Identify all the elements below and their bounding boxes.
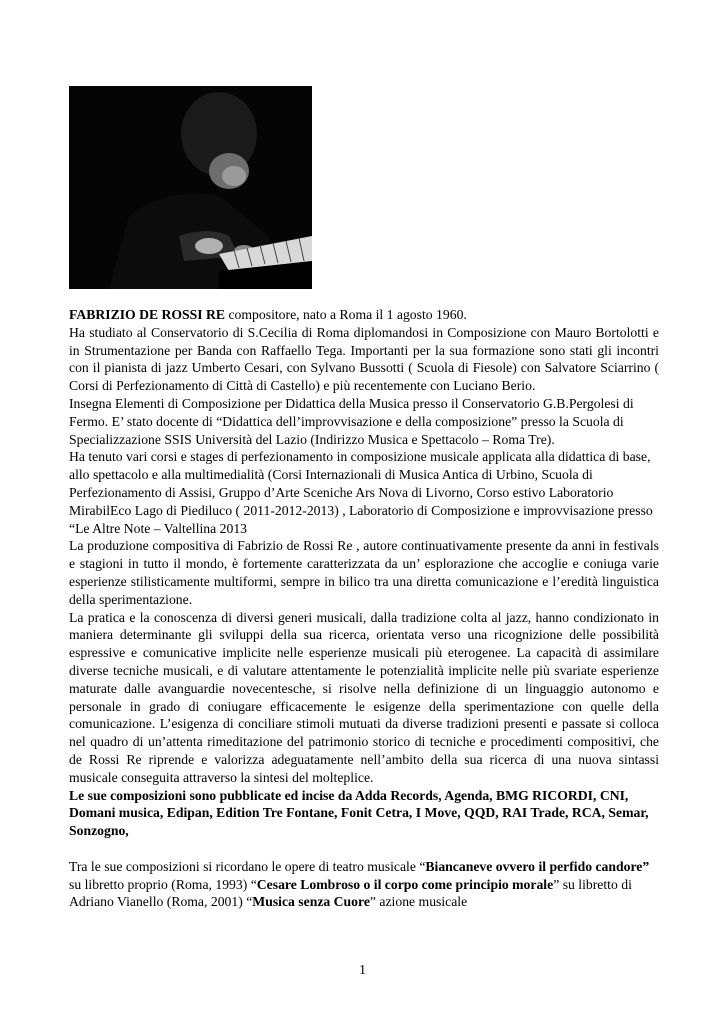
studies-paragraph: Ha studiato al Conservatorio di S.Cecilia di Roma diplomandosi in Composizione con Mauro Bortolotti e in Strumentazione per Banda con Raffaello Tega. Importanti per la sua formazione sono stati gli incontri con il pianista di jazz Umberto Cesari, con Sylvano Bussotti ( Scuola di Fiesole) con Salvatore Sciarrino ( Corsi di Perfezionamento di Città di Castello) e più recentemente con Luciano Berio. <box>69 324 659 394</box>
courses-paragraph: Ha tenuto vari corsi e stages di perfezionamento in composizione musicale applicata alla didattica di base, allo spettacolo e alla multimedialità (Corsi Internazionali di Musica Antica di Urbino, Scuola di Perfezionamento di Assisi, Gruppo d’Arte Sceniche Ars Nova di Livorno, Corso estivo Laboratorio MirabilEco Lago di Piediluco ( 2011-2012-2013) , Laboratorio di Composizione e improvvisazione presso “Le Altre Note – Valtellina 2013 <box>69 449 653 536</box>
intro-paragraph <box>69 306 659 324</box>
biography-text <box>69 306 659 911</box>
intro-text: compositore, nato a Roma il 1 agosto 1960. <box>225 307 467 322</box>
practice-paragraph: La pratica e la conoscenza di diversi generi musicali, dalla tradizione colta al jazz, hanno condizionato in maniera determinante gli sviluppi della sua ricerca, orientata verso una ricognizione delle possibilità espressive e comunicative implicite nelle esperienze musicali più eterogenee. La capacità di assimilare diverse tecniche musicali, e di valutare attentamente le potenzialità implicite nelle più svariate esperienze maturate dalle avanguardie novecentesche, si risolve nella definizione di un linguaggio autonomo e personale in grado di coniugare efficacemente le esigenze della sperimentazione con quelle della comunicazione. L’esigenza di conciliare stimoli mutuati da diverse tradizioni presenti e passate si colloca nel quadro di un’attenta rimeditazione del patrimonio storico di tecniche e procedimenti compositivi, che de Rossi Re riprende e valorizza adeguatamente nell’ambito della sua ricerca di una nuova sintassi musicale conseguita attraverso la sintesi del molteplice. <box>69 609 659 785</box>
works-text-3: ” su libretto di Adriano Vianello (Roma, 2001) “ <box>69 876 632 910</box>
works-text-2: su libretto proprio (Roma, 1993) “ <box>69 876 257 892</box>
blank-line <box>69 840 659 858</box>
works-paragraph <box>69 858 659 911</box>
pianist-photo <box>69 86 312 289</box>
pianist-photo-drawing <box>69 86 312 289</box>
work-title-lombroso: Cesare Lombroso o il corpo come principio morale <box>256 876 554 892</box>
works-text-1: Tra le sue composizioni si ricordano le opere di teatro musicale “ <box>69 858 426 874</box>
teaching-paragraph: Insegna Elementi di Composizione per Didattica della Musica presso il Conservatorio G.B.Pergolesi di Fermo. E’ stato docente di “Didattica dell’improvvisazione e della composizione” presso la Scuola di Specializzazione SSIS Università del Lazio (Indirizzo Musica e Spettacolo – Roma Tre). <box>69 395 634 447</box>
work-title-musica-senza-cuore: Musica senza Cuore <box>252 894 370 910</box>
page-number: 1 <box>359 962 366 977</box>
work-title-biancaneve: Biancaneve ovvero il perfido candore” <box>425 858 650 874</box>
publishers-text: Le sue composizioni sono pubblicate ed incise da Adda Records, Agenda, BMG RICORDI, CNI, Domani musica, Edipan, Edition Tre Fontane, Fonit Cetra, I Move, QQD, RAI Trade, RCA, Semar, Sonzogno, <box>69 787 649 839</box>
production-paragraph: La produzione compositiva di Fabrizio de Rossi Re , autore continuativamente presente da anni in festivals e stagioni in tutto il mondo, è fortemente caratterizzata da un’ esplorazione che accoglie e coniuga varie esperienze stilisticamente multiformi, sempre in bilico tra una diretta comunicazione e l’eredità linguistica della sperimentazione. <box>69 538 659 607</box>
publishers-paragraph <box>69 787 659 840</box>
composer-name: FABRIZIO DE ROSSI RE <box>69 307 226 322</box>
works-text-4: ” azione musicale <box>369 894 468 910</box>
